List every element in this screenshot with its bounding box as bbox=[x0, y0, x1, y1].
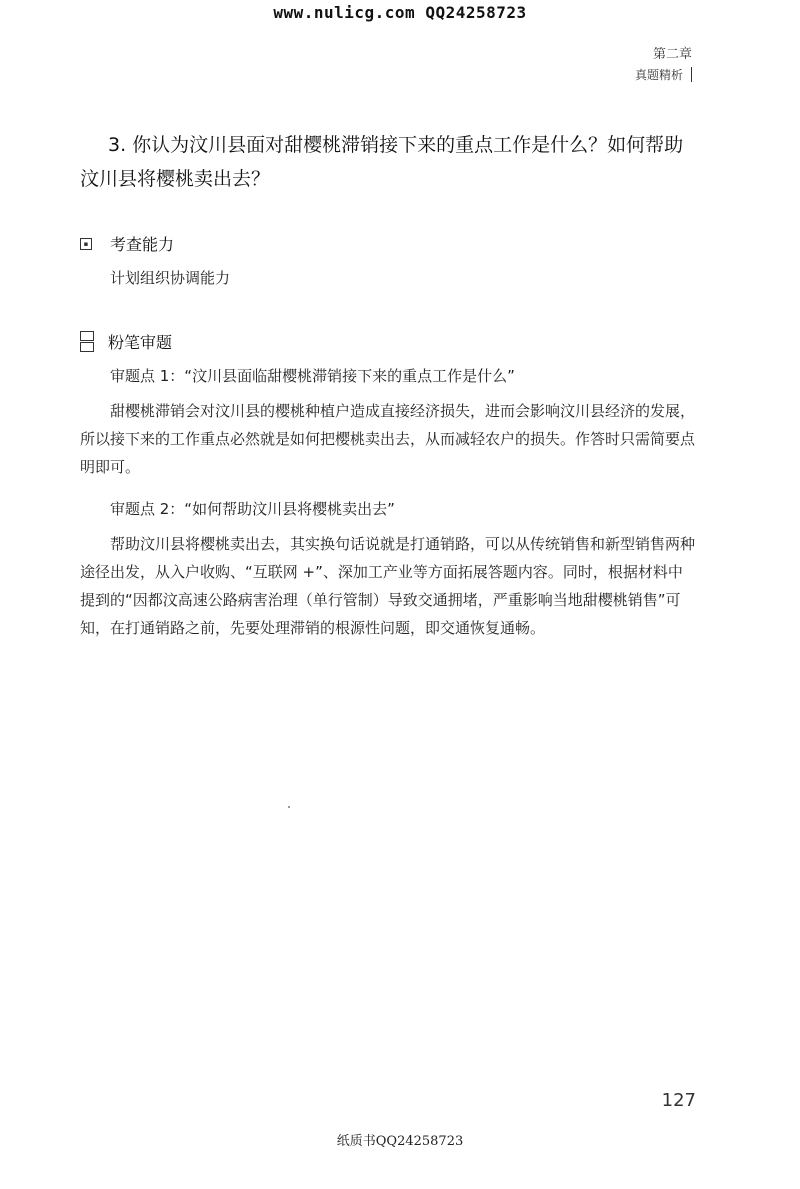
ability-icon: ▪ bbox=[80, 238, 92, 250]
analysis-heading bbox=[80, 330, 172, 353]
stray-dot bbox=[288, 806, 290, 808]
point2-text: 帮助汶川县将樱桃卖出去，其实换句话说就是打通销路，可以从传统销售和新型销售两种途径出发，从入户收购、“互联网 +”、深加工产业等方面拓展答题内容。同时，根据材料中提到的“因都汶高速公路病害治理（单行管制）导致交通拥堵，严重影响当地甜樱桃销售”可知，在打通销路之前，先要处理滞销的根源性问题，即交通恢复通畅。 bbox=[80, 535, 696, 637]
header-divider bbox=[691, 67, 692, 82]
section-header bbox=[635, 66, 692, 83]
section-label: 真题精析 bbox=[634, 68, 683, 82]
ability-content: 计划组织协调能力 bbox=[110, 269, 231, 287]
point1-text: 甜樱桃滞销会对汶川县的樱桃种植户造成直接经济损失，进而会影响汶川县经济的发展，所以接下来的工作重点必然就是如何把樱桃卖出去，从而减轻农户的损失。作答时只需简要点明即可。 bbox=[80, 402, 696, 476]
point2-label: 审题点 2：“如何帮助汶川县将樱桃卖出去” bbox=[110, 500, 395, 518]
chapter-label: 第二章 bbox=[652, 47, 692, 62]
page-number: 127 bbox=[661, 1090, 696, 1111]
question-text: 3. 你认为汶川县面对甜樱桃滞销接下来的重点工作是什么？如何帮助汶川县将樱桃卖出去？ bbox=[80, 134, 684, 190]
top-watermark: www.nulicg.com QQ24258723 bbox=[273, 3, 527, 22]
point1-label: 审题点 1：“汶川县面临甜樱桃滞销接下来的重点工作是什么” bbox=[110, 367, 515, 385]
bottom-watermark: 纸质书QQ24258723 bbox=[336, 1134, 464, 1149]
ability-title: 考查能力 bbox=[110, 235, 175, 254]
analysis-title: 粉笔审题 bbox=[108, 333, 173, 352]
ability-heading bbox=[80, 232, 174, 255]
analysis-icon bbox=[80, 331, 94, 353]
